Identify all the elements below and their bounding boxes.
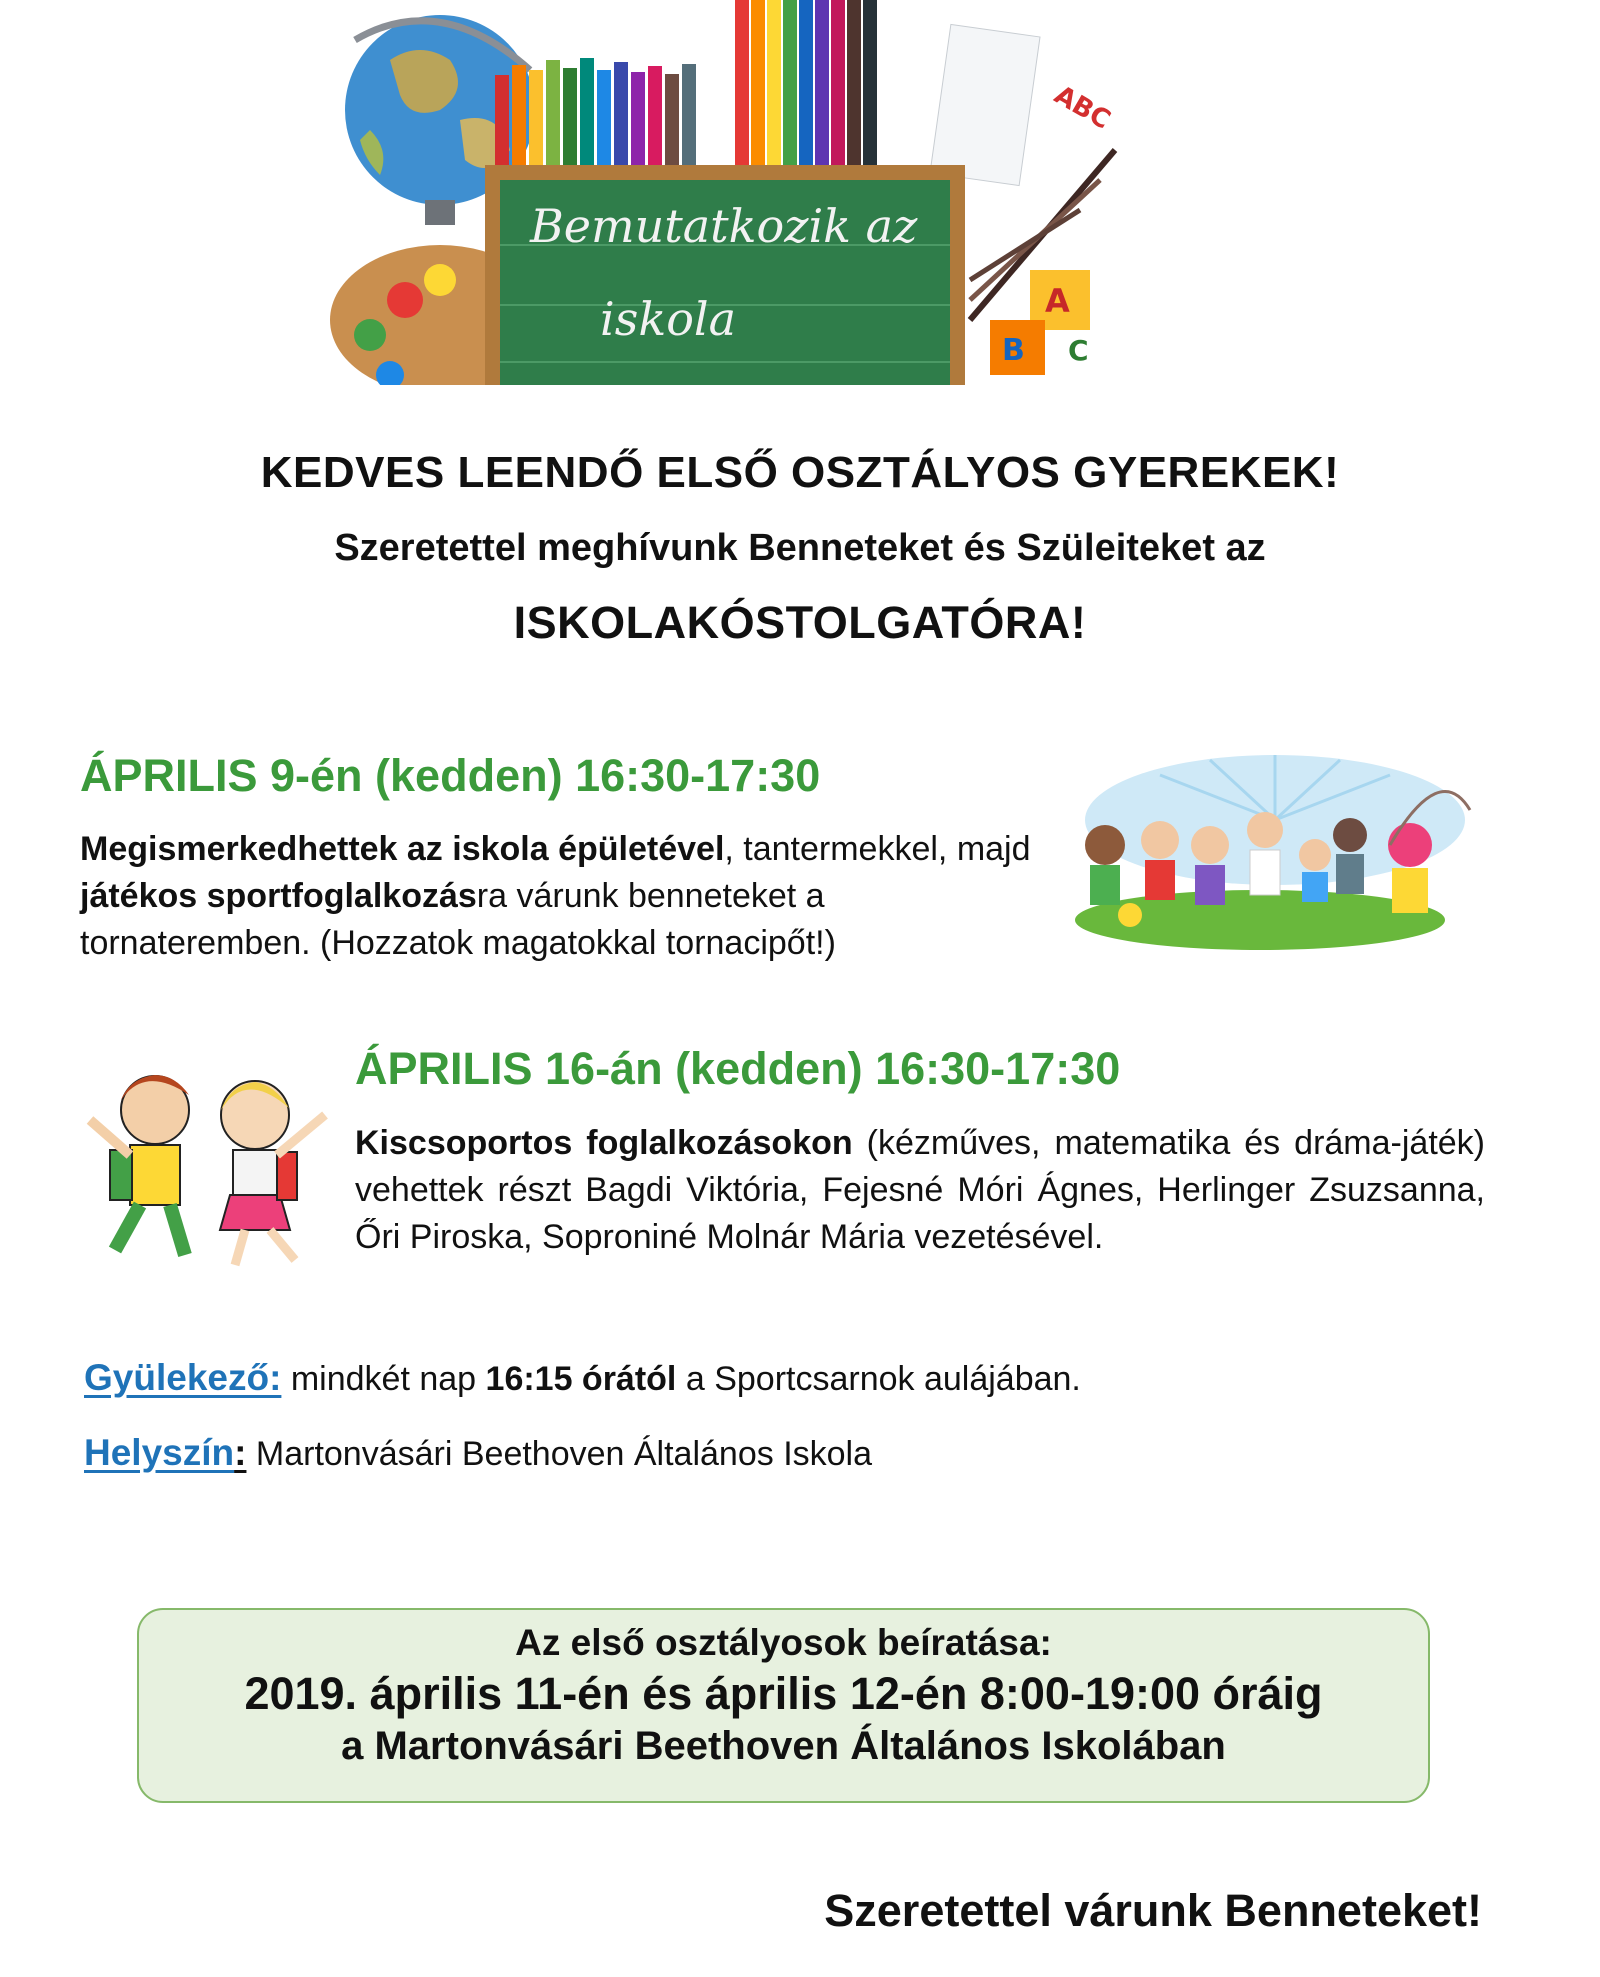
two-children-illustration <box>85 1060 335 1270</box>
location-label: Helyszín <box>84 1432 235 1473</box>
abc-letters: ABC <box>1049 80 1116 136</box>
school-supplies-illustration <box>330 0 1130 385</box>
location-colon: : <box>234 1432 247 1473</box>
chalkboard-text-2: iskola <box>600 292 737 346</box>
enrollment-box <box>137 1608 1430 1803</box>
meeting-text-1: mindkét nap <box>281 1360 486 1398</box>
playing-children-illustration <box>1060 750 1480 950</box>
day1-description <box>80 826 1040 967</box>
meeting-text-2: a Sportcsarnok aulájában. <box>676 1360 1081 1398</box>
day2-heading: ÁPRILIS 16-án (kedden) 16:30-17:30 <box>355 1043 1121 1094</box>
meeting-label: Gyülekező: <box>84 1357 282 1398</box>
girl-figure <box>220 1081 325 1265</box>
location-info <box>84 1432 872 1474</box>
notepad <box>930 24 1040 185</box>
enrollment-place: a Martonvásári Beethoven Általános Iskolában <box>341 1724 1226 1768</box>
boy-figure <box>90 1075 189 1255</box>
page-title: KEDVES LEENDŐ ELSŐ OSZTÁLYOS GYEREKEK! <box>260 448 1340 497</box>
day1-bold-2: játékos sportfoglalkozás <box>80 877 477 915</box>
location-value: Martonvásári Beethoven Általános Iskola <box>246 1435 873 1473</box>
day1-text-2: ra várunk benneteket a tornateremben. (Hozzatok magatokkal tornacipőt!) <box>80 877 836 962</box>
block-letter-b: B <box>1002 333 1025 368</box>
day1-heading: ÁPRILIS 9-én (kedden) 16:30-17:30 <box>80 750 821 801</box>
day2-description <box>355 1120 1485 1261</box>
closing-line: Szeretettel várunk Benneteket! <box>824 1885 1482 1936</box>
day1-bold-1: Megismerkedhettek az iskola épületével <box>80 830 725 868</box>
meeting-time: 16:15 órától <box>485 1360 677 1398</box>
day2-text-1: (kézműves, matematika és dráma-játék) vehettek részt Bagdi Viktória, Fejesné Móri Ágnes, Herlinger Zsuzsanna, Őri Piroska, Soproniné Molnár Mária vezetésével. <box>355 1124 1485 1256</box>
chalkboard-text-1: Bemutatkozik az <box>530 199 918 253</box>
invitation-subtitle: Szeretettel meghívunk Benneteket és Szüleiteket az <box>334 527 1266 569</box>
day2-bold-1: Kiscsoportos foglalkozásokon <box>355 1124 853 1162</box>
day1-text-1: , tantermekkel, majd <box>724 830 1031 868</box>
chalkboard <box>485 165 965 385</box>
colored-pencils <box>495 0 877 180</box>
block-letter-a: A <box>1045 282 1070 320</box>
block-letter-c: C <box>1068 334 1089 367</box>
meeting-info <box>84 1357 1081 1399</box>
enrollment-title: Az első osztályosok beíratása: <box>515 1622 1052 1663</box>
alphabet-blocks <box>990 270 1090 375</box>
enrollment-dates: 2019. április 11-én és április 12-én 8:00-19:00 óráig <box>244 1668 1323 1719</box>
event-name: ISKOLAKÓSTOLGATÓRA! <box>513 597 1087 648</box>
